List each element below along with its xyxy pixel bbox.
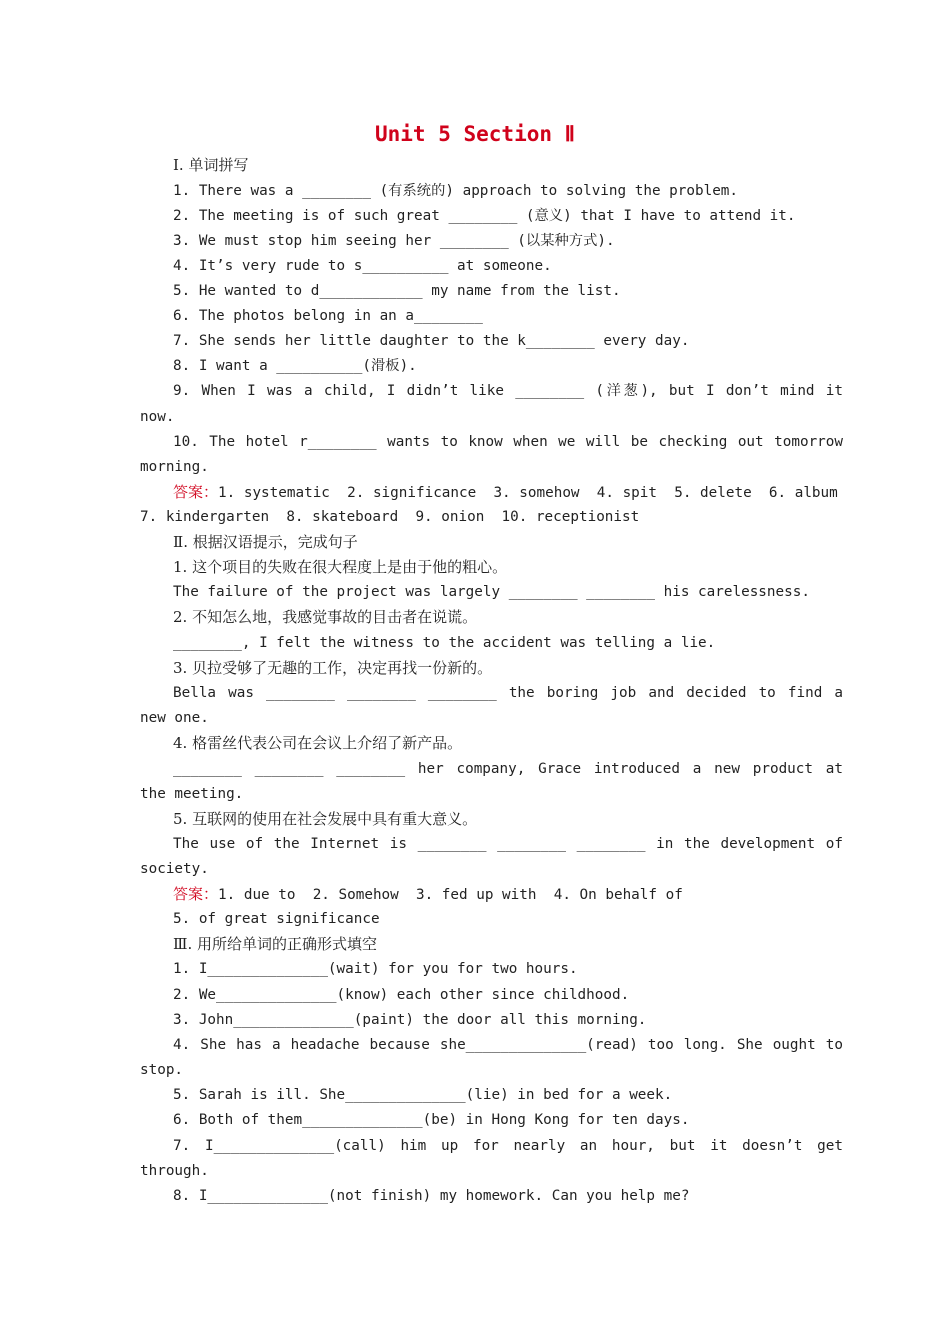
answer-text: 1. due to 2. Somehow 3. fed up with 4. On behalf of [218,887,683,903]
question-line: 8. I______________(not finish) my homework. Can you help me? [173,1188,690,1204]
question-line: 6. The photos belong in an a________ [173,308,483,324]
question-line: Bella was ________ ________ ________ the boring job and decided to find a [173,685,843,701]
question-line: now. [140,409,175,425]
question-line: the meeting. [140,786,244,802]
question-line: morning. [140,459,209,475]
question-line: through. [140,1163,209,1179]
question-line: 7. I______________(call) him up for nearly an hour, but it doesn’t get [173,1138,843,1154]
question-line: 4. She has a headache because she______________(read) too long. She ought to [173,1037,843,1053]
answer-line: 5. of great significance [173,911,380,927]
question-line: ________, I felt the witness to the accident was telling a lie. [173,635,716,651]
question-line: The failure of the project was largely ________ ________ his carelessness. [173,584,810,600]
chinese-prompt: 4. 格雷丝代表公司在会议上介绍了新产品。 [173,734,463,752]
question-line: The use of the Internet is ________ ________ ________ in the development of [173,836,843,852]
question-line: ________ ________ ________ her company, Grace introduced a new product at [173,761,843,777]
question-line: 1. There was a ________ (有系统的) approach to solving the problem. [173,183,739,199]
question-line: 6. Both of them______________(be) in Hong Kong for ten days. [173,1112,690,1128]
question-line: new one. [140,710,209,726]
question-line: 10. The hotel r________ wants to know when we will be checking out tomorrow [173,434,843,450]
chinese-prompt: 1. 这个项目的失败在很大程度上是由于他的粗心。 [173,558,508,576]
question-line: 2. The meeting is of such great ________ (意义) that I have to attend it. [173,208,796,224]
question-line: society. [140,861,209,877]
answer-text: 1. systematic 2. significance 3. somehow 4. spit 5. delete 6. album [218,485,838,501]
page-title: Unit 5 Section Ⅱ [375,122,575,146]
answer-label: 答案： [173,483,219,501]
chinese-prompt: 2. 不知怎么地，我感觉事故的目击者在说谎。 [173,608,478,626]
question-line: 3. John______________(paint) the door all this morning. [173,1012,647,1028]
question-line: 2. We______________(know) each other since childhood. [173,987,630,1003]
question-line: 1. I______________(wait) for you for two hours. [173,961,578,977]
question-line: stop. [140,1062,184,1078]
section-1-heading: Ⅰ. 单词拼写 [173,156,249,174]
answer-line: 7. kindergarten 8. skateboard 9. onion 10. receptionist [140,509,640,525]
answer-line [140,480,843,505]
question-line: 5. He wanted to d____________ my name from the list. [173,283,621,299]
section-3-heading: Ⅲ. 用所给单词的正确形式填空 [173,935,378,953]
question-line: 4. It’s very rude to s__________ at someone. [173,258,552,274]
question-line: 8. I want a __________(滑板). [173,358,417,374]
question-line: 3. We must stop him seeing her ________ (以某种方式). [173,233,615,249]
answer-label: 答案： [173,885,219,903]
question-line: 7. She sends her little daughter to the k________ every day. [173,333,690,349]
section-2-heading: Ⅱ. 根据汉语提示，完成句子 [173,533,358,551]
question-line: 5. Sarah is ill. She______________(lie) in bed for a week. [173,1087,673,1103]
chinese-prompt: 5. 互联网的使用在社会发展中具有重大意义。 [173,810,478,828]
question-line: 9. When I was a child, I didn’t like ________ (洋葱), but I don’t mind it [173,383,843,399]
answer-line [140,882,843,907]
chinese-prompt: 3. 贝拉受够了无趣的工作，决定再找一份新的。 [173,659,493,677]
